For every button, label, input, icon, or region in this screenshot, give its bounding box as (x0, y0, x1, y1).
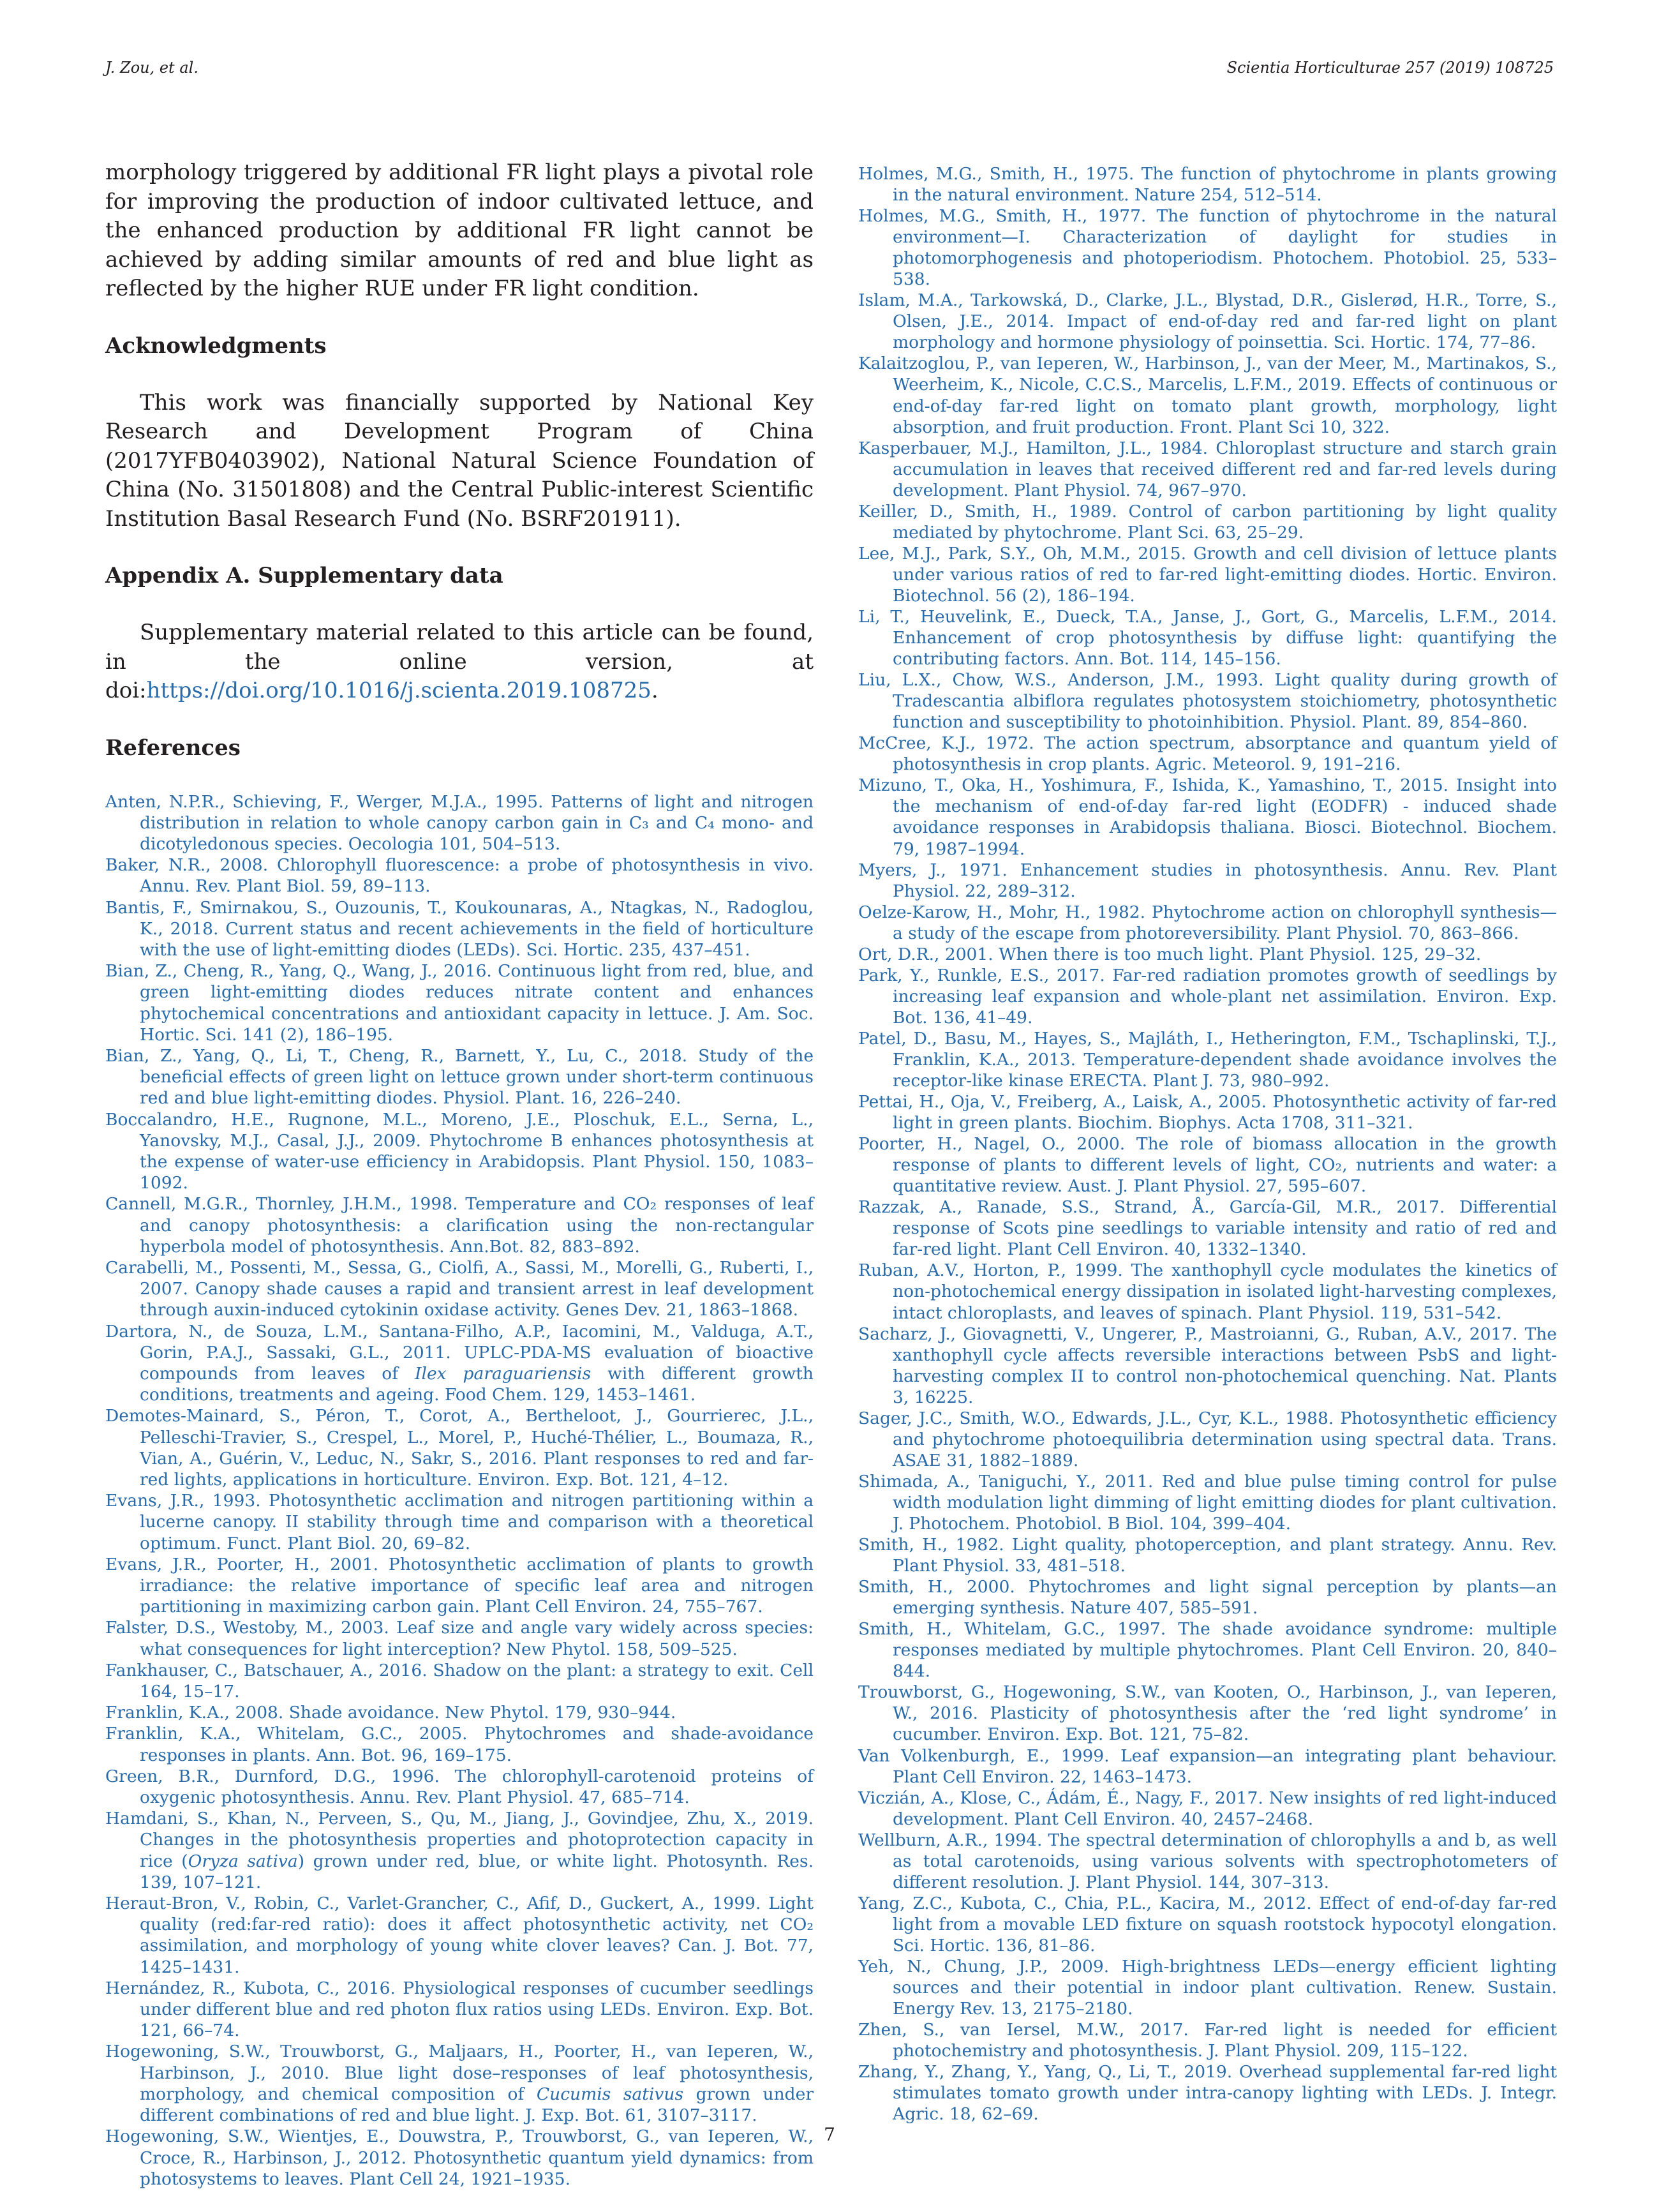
appendix-text (105, 618, 814, 706)
acknowledgments-text: This work was financially supported by National Key Research and Development Program of China (2017YFB0403902), National Natural Science Foundation of China (No. 31501808) and the Central Public-interest Scientific Institution Basal Research Fund (No. BSRF201911). (105, 389, 814, 532)
reference-list-right (858, 163, 1557, 2125)
reference-item[interactable]: Yang, Z.C., Kubota, C., Chia, P.L., Kacira, M., 2012. Effect of end-of-day far-red light from a movable LED fixture on squash rootstock hypocotyl elongation. Sci. Hortic. 136, 81–86. (858, 1893, 1557, 1955)
reference-item[interactable]: Holmes, M.G., Smith, H., 1975. The function of phytochrome in plants growing in the natural environment. Nature 254, 512–514. (858, 164, 1557, 206)
reference-item[interactable]: Oelze-Karow, H., Mohr, H., 1982. Phytochrome action on chlorophyll synthesis—a study of the escape from photoreversibility. Plant Physiol. 70, 863–866. (858, 902, 1557, 943)
reference-item[interactable]: Evans, J.R., Poorter, H., 2001. Photosynthetic acclimation of plants to growth irradiance: the relative importance of specific leaf area and nitrogen partitioning in maximizing carbon gain. Plant Cell Environ. 24, 755–767. (105, 1554, 814, 1617)
reference-item[interactable]: Falster, D.S., Westoby, M., 2003. Leaf size and angle vary widely across species: what consequences for light interception? New Phytol. 158, 509–525. (105, 1618, 814, 1659)
reference-item[interactable]: Demotes-Mainard, S., Péron, T., Corot, A., Bertheloot, J., Gourrierec, J.L., Pelleschi-Travier, S., Crespel, L., Morel, P., Huché-Thélier, L., Boumaza, R., Vian, A., Guérin, V., Leduc, N., Sakr, S., 2016. Plant responses to red and far-red lights, applications in horticulture. Environ. Exp. Bot. 121, 4–12. (105, 1406, 814, 1490)
running-header-journal: Scientia Horticulturae 257 (2019) 108725 (1226, 59, 1554, 77)
appendix-text-lead: Supplementary material related to this article can be found, in the online version, at doi: (105, 620, 814, 703)
reference-item[interactable]: Poorter, H., Nagel, O., 2000. The role of biomass allocation in the growth response of plants to different levels of light, CO₂, nutrients and water: a quantitative review. Aust. J. Plant Physiol. 27, 595–607. (858, 1134, 1557, 1197)
reference-item[interactable]: Kalaitzoglou, P., van Ieperen, W., Harbinson, J., van der Meer, M., Martinakos, S., Weerheim, K., Nicole, C.C.S., Marcelis, L.F.M., 2019. Effects of continuous or end-of-day far-red light on tomato plant growth, morphology, light absorption, and fruit production. Front. Plant Sci 10, 322. (858, 354, 1557, 437)
reference-item[interactable]: Wellburn, A.R., 1994. The spectral determination of chlorophylls a and b, as well as total carotenoids, using various solvents with spectrophotometers of different resolution. J. Plant Physiol. 144, 307–313. (858, 1830, 1557, 1892)
right-column (858, 163, 1557, 2125)
reference-item[interactable]: Cannell, M.G.R., Thornley, J.H.M., 1998. Temperature and CO₂ responses of leaf and canopy photosynthesis: a clarification using the non-rectangular hyperbola model of photosynthesis. Ann.Bot. 82, 883–892. (105, 1194, 814, 1257)
reference-item[interactable]: Hogewoning, S.W., Wientjes, E., Douwstra, P., Trouwborst, G., van Ieperen, W., Croce, R., Harbinson, J., 2012. Photosynthetic quantum yield dynamics: from photosystems to leaves. Plant Cell 24, 1921–1935. (105, 2126, 814, 2189)
running-header-authors: J. Zou, et al. (105, 59, 198, 77)
reference-item[interactable]: Keiller, D., Smith, H., 1989. Control of carbon partitioning by light quality mediated by phytochrome. Plant Sci. 63, 25–29. (858, 501, 1557, 542)
reference-item[interactable]: Anten, N.P.R., Schieving, F., Werger, M.J.A., 1995. Patterns of light and nitrogen distribution in relation to whole canopy carbon gain in C₃ and C₄ mono- and dicotyledonous species. Oecologia 101, 504–513. (105, 791, 814, 854)
intro-paragraph: morphology triggered by additional FR light plays a pivotal role for improving the production of indoor cultivated lettuce, and the enhanced production by additional FR light cannot be achieved by adding similar amounts of red and blue light as reflected by the higher RUE under FR light condition. (105, 160, 814, 301)
species-name: Ilex paraguariensis (415, 1363, 591, 1384)
page-number: 7 (824, 2124, 835, 2145)
reference-item[interactable]: Zhen, S., van Iersel, M.W., 2017. Far-red light is needed for efficient photochemistry and photosynthesis. J. Plant Physiol. 209, 115–122. (858, 2020, 1557, 2061)
reference-item[interactable]: Viczián, A., Klose, C., Ádám, É., Nagy, F., 2017. New insights of red light-induced development. Plant Cell Environ. 40, 2457–2468. (858, 1788, 1557, 1829)
reference-item[interactable]: Ort, D.R., 2001. When there is too much light. Plant Physiol. 125, 29–32. (858, 944, 1482, 964)
reference-item[interactable]: Islam, M.A., Tarkowská, D., Clarke, J.L., Blystad, D.R., Gislerød, H.R., Torre, S., Olsen, J.E., 2014. Impact of end-of-day red and far-red light on plant morphology and hormone physiology of poinsettia. Sci. Hortic. 174, 77–86. (858, 290, 1557, 353)
reference-item[interactable]: Shimada, A., Taniguchi, Y., 2011. Red and blue pulse timing control for pulse width modulation light dimming of light emitting diodes for plant cultivation. J. Photochem. Photobiol. B Biol. 104, 399–404. (858, 1471, 1557, 1534)
reference-item[interactable]: Yeh, N., Chung, J.P., 2009. High-brightness LEDs—energy efficient lighting sources and their potential in indoor plant cultivation. Renew. Sustain. Energy Rev. 13, 2175–2180. (858, 1956, 1557, 2019)
reference-item[interactable]: Liu, L.X., Chow, W.S., Anderson, J.M., 1993. Light quality during growth of Tradescantia albiflora regulates photosystem stoichiometry, photosynthetic function and susceptibility to photoinhibition. Physiol. Plant. 89, 854–860. (858, 670, 1557, 733)
reference-item[interactable]: Franklin, K.A., Whitelam, G.C., 2005. Phytochromes and shade-avoidance responses in plants. Ann. Bot. 96, 169–175. (105, 1724, 814, 1765)
reference-item[interactable]: Fankhauser, C., Batschauer, A., 2016. Shadow on the plant: a strategy to exit. Cell 164, 15–17. (105, 1660, 814, 1702)
species-name: Cucumis sativus (536, 2084, 684, 2104)
reference-item[interactable]: Baker, N.R., 2008. Chlorophyll fluorescence: a probe of photosynthesis in vivo. Annu. Rev. Plant Biol. 59, 89–113. (105, 855, 814, 897)
reference-item[interactable]: Park, Y., Runkle, E.S., 2017. Far-red radiation promotes growth of seedlings by increasing leaf expansion and whole-plant net assimilation. Environ. Exp. Bot. 136, 41–49. (858, 965, 1557, 1028)
reference-item[interactable]: Hamdani, S., Khan, N., Perveen, S., Qu, M., Jiang, J., Govindjee, Zhu, X., 2019. Changes in the photosynthesis properties and photoprotection capacity in rice (Oryza sativa) grown under red, blue, or white light. Photosynth. Res. 139, 107–121. (105, 1809, 814, 1892)
reference-item[interactable]: Smith, H., 2000. Phytochromes and light signal perception by plants—an emerging synthesis. Nature 407, 585–591. (858, 1577, 1557, 1618)
reference-item[interactable]: Bantis, F., Smirnakou, S., Ouzounis, T., Koukounaras, A., Ntagkas, N., Radoglou, K., 2018. Current status and recent achievements in the field of horticulture with the use of light-emitting diodes (LEDs). Sci. Hortic. 235, 437–451. (105, 897, 814, 960)
reference-item[interactable]: Kasperbauer, M.J., Hamilton, J.L., 1984. Chloroplast structure and starch grain accumulation in leaves that received different red and far-red levels during development. Plant Physiol. 74, 967–970. (858, 438, 1557, 500)
reference-item[interactable]: Zhang, Y., Zhang, Y., Yang, Q., Li, T., 2019. Overhead supplemental far-red light stimulates tomato growth under intra-canopy lighting with LEDs. J. Integr. Agric. 18, 62–69. (858, 2062, 1557, 2125)
appendix-heading: Appendix A. Supplementary data (105, 563, 503, 588)
appendix-text-end: . (651, 678, 658, 703)
reference-item[interactable]: Ruban, A.V., Horton, P., 1999. The xanthophyll cycle modulates the kinetics of non-photochemical energy dissipation in isolated light-harvesting complexes, intact chloroplasts, and leaves of spinach. Plant Physiol. 119, 531–542. (858, 1260, 1557, 1323)
reference-item[interactable]: Li, T., Heuvelink, E., Dueck, T.A., Janse, J., Gort, G., Marcelis, L.F.M., 2014. Enhancement of crop photosynthesis by diffuse light: quantifying the contributing factors. Ann. Bot. 114, 145–156. (858, 606, 1557, 669)
reference-item[interactable]: Green, B.R., Durnford, D.G., 1996. The chlorophyll-carotenoid proteins of oxygenic photosynthesis. Annu. Rev. Plant Physiol. 47, 685–714. (105, 1766, 814, 1808)
reference-item[interactable]: Lee, M.J., Park, S.Y., Oh, M.M., 2015. Growth and cell division of lettuce plants under various ratios of red to far-red light-emitting diodes. Hortic. Environ. Biotechnol. 56 (2), 186–194. (858, 543, 1557, 606)
left-column (105, 158, 814, 2190)
reference-item[interactable]: Hernández, R., Kubota, C., 2016. Physiological responses of cucumber seedlings under different blue and red photon flux ratios using LEDs. Environ. Exp. Bot. 121, 66–74. (105, 1978, 814, 2041)
reference-item[interactable]: Mizuno, T., Oka, H., Yoshimura, F., Ishida, K., Yamashino, T., 2015. Insight into the mechanism of end-of-day far-red light (EODFR) - induced shade avoidance responses in Arabidopsis thaliana. Biosci. Biotechnol. Biochem. 79, 1987–1994. (858, 775, 1557, 859)
reference-item[interactable]: Sacharz, J., Giovagnetti, V., Ungerer, P., Mastroianni, G., Ruban, A.V., 2017. The xanthophyll cycle affects reversible interactions between PsbS and light-harvesting complex II to control non-photochemical quenching. Nat. Plants 3, 16225. (858, 1324, 1557, 1407)
acknowledgments-heading: Acknowledgments (105, 333, 327, 359)
reference-item[interactable]: Pettai, H., Oja, V., Freiberg, A., Laisk, A., 2005. Photosynthetic activity of far-red light in green plants. Biochim. Biophys. Acta 1708, 311–321. (858, 1092, 1557, 1133)
reference-item[interactable]: Bian, Z., Cheng, R., Yang, Q., Wang, J., 2016. Continuous light from red, blue, and green light-emitting diodes reduces nitrate content and enhances phytochemical concentrations and antioxidant capacity in lettuce. J. Am. Soc. Hortic. Sci. 141 (2), 186–195. (105, 961, 814, 1045)
reference-item[interactable]: Smith, H., Whitelam, G.C., 1997. The shade avoidance syndrome: multiple responses mediated by multiple phytochromes. Plant Cell Environ. 20, 840–844. (858, 1619, 1557, 1682)
reference-item[interactable]: Sager, J.C., Smith, W.O., Edwards, J.L., Cyr, K.L., 1988. Photosynthetic efficiency and phytochrome photoequilibria determination using spectral data. Trans. ASAE 31, 1882–1889. (858, 1408, 1557, 1470)
reference-item[interactable]: Trouwborst, G., Hogewoning, S.W., van Kooten, O., Harbinson, J., van Ieperen, W., 2016. Plasticity of photosynthesis after the ‘red light syndrome’ in cucumber. Environ. Exp. Bot. 121, 75–82. (858, 1682, 1557, 1745)
reference-list-left (105, 791, 814, 2190)
reference-item[interactable]: Franklin, K.A., 2008. Shade avoidance. New Phytol. 179, 930–944. (105, 1703, 676, 1723)
reference-item[interactable]: Bian, Z., Yang, Q., Li, T., Cheng, R., Barnett, Y., Lu, C., 2018. Study of the beneficial effects of green light on lettuce grown under short-term continuous red and blue light-emitting diodes. Physiol. Plant. 16, 226–240. (105, 1045, 814, 1109)
references-heading: References (105, 735, 241, 761)
doi-link[interactable]: https://doi.org/10.1016/j.scienta.2019.108725 (146, 678, 651, 703)
species-name: Oryza sativa (188, 1851, 298, 1871)
reference-item[interactable]: Boccalandro, H.E., Rugnone, M.L., Moreno, J.E., Ploschuk, E.L., Serna, L., Yanovsky, M.J., Casal, J.J., 2009. Phytochrome B enhances photosynthesis at the expense of water-use efficiency in Arabidopsis. Plant Physiol. 150, 1083–1092. (105, 1109, 814, 1193)
reference-item[interactable]: Van Volkenburgh, E., 1999. Leaf expansion—an integrating plant behaviour. Plant Cell Environ. 22, 1463–1473. (858, 1745, 1557, 1787)
reference-item[interactable]: Myers, J., 1971. Enhancement studies in photosynthesis. Annu. Rev. Plant Physiol. 22, 289–312. (858, 860, 1557, 901)
reference-item[interactable]: McCree, K.J., 1972. The action spectrum, absorptance and quantum yield of photosynthesis in crop plants. Agric. Meteorol. 9, 191–216. (858, 733, 1557, 775)
reference-item[interactable]: Smith, H., 1982. Light quality, photoperception, and plant strategy. Annu. Rev. Plant Physiol. 33, 481–518. (858, 1535, 1557, 1576)
reference-item[interactable]: Hogewoning, S.W., Trouwborst, G., Maljaars, H., Poorter, H., van Ieperen, W., Harbinson, J., 2010. Blue light dose–responses of leaf photosynthesis, morphology, and chemical composition of Cucumis sativus grown under different combinations of red and blue light. J. Exp. Bot. 61, 3107–3117. (105, 2042, 814, 2126)
reference-item[interactable]: Razzak, A., Ranade, S.S., Strand, Å., García-Gil, M.R., 2017. Differential response of Scots pine seedlings to variable intensity and ratio of red and far-red light. Plant Cell Environ. 40, 1332–1340. (858, 1197, 1557, 1260)
reference-item[interactable]: Heraut-Bron, V., Robin, C., Varlet-Grancher, C., Afif, D., Guckert, A., 1999. Light quality (red:far-red ratio): does it affect photosynthetic activity, net CO₂ assimilation, and morphology of young white clover leaves? Can. J. Bot. 77, 1425–1431. (105, 1894, 814, 1977)
reference-item[interactable]: Carabelli, M., Possenti, M., Sessa, G., Ciolfi, A., Sassi, M., Morelli, G., Ruberti, I., 2007. Canopy shade causes a rapid and transient arrest in leaf development through auxin-induced cytokinin oxidase activity. Genes Dev. 21, 1863–1868. (105, 1257, 814, 1320)
reference-item[interactable]: Patel, D., Basu, M., Hayes, S., Majláth, I., Hetherington, F.M., Tschaplinski, T.J., Franklin, K.A., 2013. Temperature-dependent shade avoidance involves the receptor-like kinase ERECTA. Plant J. 73, 980–992. (858, 1028, 1557, 1091)
reference-item[interactable]: Dartora, N., de Souza, L.M., Santana-Filho, A.P., Iacomini, M., Valduga, A.T., Gorin, P.A.J., Sassaki, G.L., 2011. UPLC-PDA-MS evaluation of bioactive compounds from leaves of Ilex paraguariensis with different growth conditions, treatments and ageing. Food Chem. 129, 1453–1461. (105, 1321, 814, 1405)
reference-item[interactable]: Evans, J.R., 1993. Photosynthetic acclimation and nitrogen partitioning within a lucerne canopy. II stability through time and comparison with a theoretical optimum. Funct. Plant Biol. 20, 69–82. (105, 1491, 814, 1553)
reference-item[interactable]: Holmes, M.G., Smith, H., 1977. The function of phytochrome in the natural environment—I. Characterization of daylight for studies in photomorphogenesis and photoperiodism. Photochem. Photobiol. 25, 533–538. (858, 206, 1557, 290)
